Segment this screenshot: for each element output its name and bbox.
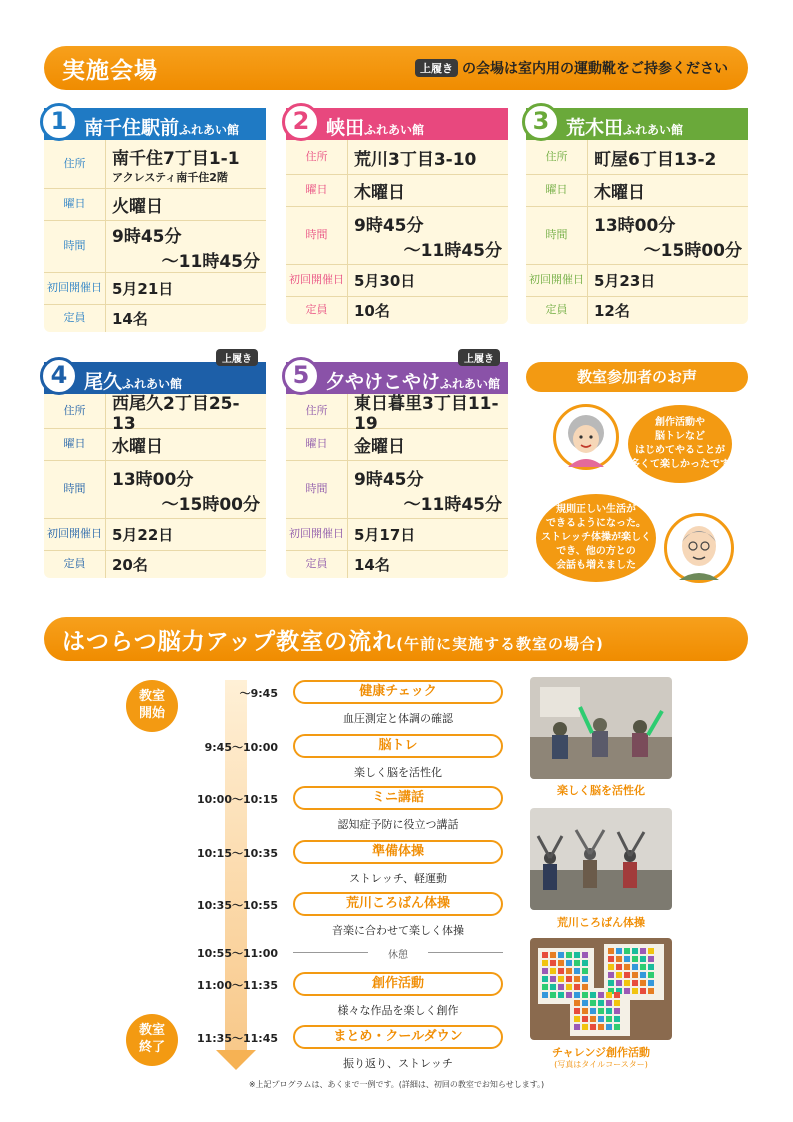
mosaic-tile — [590, 1016, 596, 1022]
venue-address-building: アクレスティ南千住2階 — [112, 170, 228, 184]
step-time: 10:15〜10:35 — [196, 847, 278, 860]
venue-name: 峡田ふれあい館 — [326, 117, 425, 139]
mosaic-tile — [648, 964, 654, 970]
time-label: 時間 — [44, 461, 106, 518]
venue-first-day: 5月22日 — [112, 526, 174, 544]
venue-time-end: 〜15時00分 — [643, 240, 742, 261]
timeline-bar — [225, 680, 247, 1055]
venue-card-3 — [526, 108, 748, 324]
man-face-icon — [664, 513, 734, 583]
mosaic-tile — [624, 948, 630, 954]
venue-first-day: 5月30日 — [354, 272, 416, 290]
venue-address: 東日暮里3丁目11-19 — [354, 393, 499, 434]
address-label: 住所 — [286, 394, 348, 428]
end-badge: 教室 終了 — [126, 1014, 178, 1066]
mosaic-tile — [550, 968, 556, 974]
mosaic-tile — [590, 1008, 596, 1014]
mosaic-tile — [640, 980, 646, 986]
flow-title: はつらつ脳力アップ教室の流れ(午前に実施する教室の場合) — [62, 629, 604, 655]
mosaic-tile — [582, 960, 588, 966]
address-label: 住所 — [44, 140, 106, 188]
venue-info-table — [44, 394, 266, 578]
timeline-arrow-icon — [216, 1050, 256, 1070]
venue-number: 2 — [282, 103, 320, 141]
mosaic-tile — [574, 1024, 580, 1030]
mosaic-tile — [558, 984, 564, 990]
capacity-label: 定員 — [44, 551, 106, 578]
first-day-label: 初回 開催日 — [286, 519, 348, 550]
shoes-tag: 上履き — [415, 59, 458, 77]
mosaic-tile — [542, 968, 548, 974]
venues-banner — [44, 46, 748, 90]
mosaic-tile — [632, 948, 638, 954]
voices-title: 教室参加者のお声 — [526, 362, 748, 392]
day-label: 曜日 — [526, 175, 588, 206]
venue-time-start: 13時00分 — [594, 215, 676, 236]
mosaic-tile — [614, 992, 620, 998]
first-day-label: 初回 開催日 — [44, 519, 106, 550]
venue-day: 木曜日 — [354, 183, 405, 203]
mosaic-tile — [550, 984, 556, 990]
mosaic-tile — [558, 960, 564, 966]
venue-time-end: 〜11時45分 — [403, 240, 502, 261]
mosaic-tile — [624, 964, 630, 970]
mosaic-tile — [582, 968, 588, 974]
venue-capacity: 12名 — [594, 302, 630, 320]
mosaic-tile — [606, 1016, 612, 1022]
mosaic-tile — [574, 960, 580, 966]
first-day-label: 初回 開催日 — [526, 265, 588, 296]
venue-info-table — [286, 140, 508, 324]
mosaic-tile — [640, 956, 646, 962]
mosaic-tile — [566, 952, 572, 958]
mosaic-tile — [624, 988, 630, 994]
mosaic-tile — [574, 1016, 580, 1022]
step-name: 創作活動 — [293, 972, 503, 996]
address-label: 住所 — [44, 394, 106, 428]
time-label: 時間 — [286, 207, 348, 264]
mosaic-tile — [582, 1016, 588, 1022]
step-description: ストレッチ、軽運動 — [348, 872, 448, 885]
mosaic-tile — [542, 984, 548, 990]
mosaic-tile — [582, 1008, 588, 1014]
mosaic-tile — [614, 1016, 620, 1022]
venue-name: 南千住駅前ふれあい館 — [84, 117, 240, 139]
mosaic-tile — [550, 976, 556, 982]
voice-bubble-2: 規則正しい生活が できるようになった。 ストレッチ体操が楽しく でき、他の方との 会話も増えました — [536, 494, 656, 582]
mosaic-tile — [624, 956, 630, 962]
venue-header — [44, 354, 266, 394]
woman-face-icon — [553, 404, 619, 470]
venue-day: 金曜日 — [354, 437, 405, 457]
mosaic-tile — [608, 972, 614, 978]
mosaic-tile — [574, 984, 580, 990]
start-badge: 教室 開始 — [126, 680, 178, 732]
mosaic-tile — [582, 1024, 588, 1030]
mosaic-tile — [566, 960, 572, 966]
step-time: 11:35〜11:45 — [196, 1032, 278, 1045]
time-label: 時間 — [286, 461, 348, 518]
mosaic-tile — [640, 948, 646, 954]
mosaic-tile — [624, 972, 630, 978]
step-time: 9:45〜10:00 — [204, 741, 278, 754]
venue-card-4 — [44, 354, 266, 578]
mosaic-tile — [614, 1008, 620, 1014]
venue-first-day: 5月21日 — [112, 280, 174, 298]
mosaic-tile — [542, 976, 548, 982]
flow-subtitle: (午前に実施する教室の場合) — [396, 635, 604, 653]
step-description: 楽しく脳を活性化 — [354, 766, 442, 779]
mosaic-tile — [574, 976, 580, 982]
venue-address: 西尾久2丁目25-13 — [112, 393, 240, 434]
mosaic-tile — [582, 992, 588, 998]
mosaic-tile — [558, 992, 564, 998]
venue-capacity: 14名 — [354, 556, 390, 574]
venue-first-day: 5月23日 — [594, 272, 656, 290]
mosaic-tile — [598, 1000, 604, 1006]
step-time: 〜9:45 — [239, 687, 278, 700]
step-name: まとめ・クールダウン — [293, 1025, 503, 1049]
venue-capacity: 10名 — [354, 302, 390, 320]
step-time: 11:00〜11:35 — [196, 979, 278, 992]
venue-name: 尾久ふれあい館 — [84, 371, 183, 393]
mosaic-tile — [632, 956, 638, 962]
venue-card-1 — [44, 108, 266, 332]
venue-address: 南千住7丁目1-1 — [112, 148, 240, 169]
step-name: ミニ講話 — [293, 786, 503, 810]
mosaic-tile — [614, 1000, 620, 1006]
venue-name: 夕やけこやけふれあい館 — [326, 371, 501, 393]
venue-card-2 — [286, 108, 508, 324]
venue-address: 町屋6丁目13-2 — [594, 149, 717, 170]
step-name: 準備体操 — [293, 840, 503, 864]
venues-title: 実施会場 — [62, 58, 158, 84]
mosaic-tile — [616, 980, 622, 986]
mosaic-tile — [582, 984, 588, 990]
mosaic-tile — [590, 1024, 596, 1030]
step-name: 脳トレ — [293, 734, 503, 758]
mosaic-tile — [648, 948, 654, 954]
venue-capacity: 20名 — [112, 556, 148, 574]
venue-time-end: 〜15時00分 — [161, 494, 260, 515]
day-label: 曜日 — [44, 429, 106, 460]
mosaic-tile — [616, 948, 622, 954]
address-label: 住所 — [526, 140, 588, 174]
photo1-caption: 楽しく脳を活性化 — [557, 784, 645, 797]
mosaic-tile — [558, 952, 564, 958]
venue-time-start: 13時00分 — [112, 469, 194, 490]
step-description: 様々な作品を楽しく創作 — [337, 1004, 459, 1017]
mosaic-tile — [640, 964, 646, 970]
break-label: 休憩 — [293, 946, 503, 961]
mosaic-tile — [608, 956, 614, 962]
mosaic-tile — [566, 968, 572, 974]
mosaic-tile — [558, 968, 564, 974]
photo3-subcaption: (写真はタイルコースター) — [554, 1060, 648, 1069]
mosaic-tile — [558, 976, 564, 982]
venue-number: 5 — [282, 357, 320, 395]
mosaic-tile — [648, 980, 654, 986]
time-label: 時間 — [44, 221, 106, 272]
venue-header — [286, 354, 508, 394]
photo3-caption: チャレンジ創作活動 — [551, 1046, 651, 1059]
mosaic-tile — [582, 952, 588, 958]
step-time: 10:35〜10:55 — [196, 899, 278, 912]
mosaic-tile — [598, 1008, 604, 1014]
flow-banner — [44, 617, 748, 661]
shoes-note — [415, 58, 728, 78]
venue-info-table — [286, 394, 508, 578]
mosaic-tile — [582, 1000, 588, 1006]
tile-coaster-photo — [530, 938, 672, 1040]
mosaic-tile — [590, 992, 596, 998]
venue-address: 荒川3丁目3-10 — [354, 149, 477, 170]
mosaic-tile — [624, 980, 630, 986]
capacity-label: 定員 — [526, 297, 588, 324]
mosaic-tile — [648, 972, 654, 978]
mosaic-tile — [608, 964, 614, 970]
mosaic-tile — [598, 992, 604, 998]
first-day-label: 初回 開催日 — [286, 265, 348, 296]
mosaic-tile — [648, 988, 654, 994]
mosaic-tile — [640, 972, 646, 978]
mosaic-tile — [542, 960, 548, 966]
day-label: 曜日 — [286, 429, 348, 460]
mosaic-tile — [590, 1000, 596, 1006]
indoor-shoes-tag: 上履き — [458, 349, 500, 366]
mosaic-tile — [566, 992, 572, 998]
venue-header — [526, 108, 748, 140]
address-label: 住所 — [286, 140, 348, 174]
venue-header — [44, 108, 266, 140]
mosaic-tile — [542, 952, 548, 958]
mosaic-tile — [614, 1024, 620, 1030]
footnote: ※上記プログラムは、あくまで一例です。(詳細は、初回の教室でお知らせします。) — [248, 1080, 545, 1089]
mosaic-tile — [566, 976, 572, 982]
venue-name: 荒木田ふれあい館 — [566, 117, 684, 139]
shoes-note-text: の会場は室内用の運動靴をご持参ください — [462, 61, 728, 77]
mosaic-tile — [632, 980, 638, 986]
mosaic-tile — [598, 1016, 604, 1022]
voice-bubble-1: 創作活動や 脳トレなど はじめてやることが 多くて楽しかったです — [628, 405, 732, 483]
mosaic-tile — [598, 1024, 604, 1030]
venue-card-5 — [286, 354, 508, 578]
venue-number: 4 — [40, 357, 78, 395]
venue-info-table — [44, 140, 266, 332]
step-description: 振り返り、ストレッチ — [343, 1057, 453, 1070]
venue-time-start: 9時45分 — [354, 469, 424, 490]
mosaic-tile — [640, 988, 646, 994]
venue-time-end: 〜11時45分 — [161, 251, 260, 272]
step-description: 認知症予防に役立つ講話 — [337, 818, 459, 831]
step-time: 10:00〜10:15 — [196, 793, 278, 806]
mosaic-tile — [632, 964, 638, 970]
day-label: 曜日 — [44, 189, 106, 220]
step-description: 血圧測定と体調の確認 — [343, 712, 453, 725]
mosaic-tile — [632, 988, 638, 994]
mosaic-tile — [582, 976, 588, 982]
mosaic-tile — [550, 960, 556, 966]
capacity-label: 定員 — [286, 551, 348, 578]
venue-info-table — [526, 140, 748, 324]
mosaic-tile — [608, 980, 614, 986]
break-time: 10:55〜11:00 — [196, 947, 278, 960]
capacity-label: 定員 — [44, 305, 106, 332]
mosaic-tile — [606, 1024, 612, 1030]
mosaic-tile — [574, 1000, 580, 1006]
mosaic-tile — [574, 968, 580, 974]
mosaic-tile — [616, 964, 622, 970]
mosaic-tile — [648, 956, 654, 962]
mosaic-tile — [608, 948, 614, 954]
indoor-shoes-tag: 上履き — [216, 349, 258, 366]
mosaic-tile — [606, 992, 612, 998]
mosaic-tile — [574, 952, 580, 958]
mosaic-tile — [606, 1000, 612, 1006]
venue-number: 1 — [40, 103, 78, 141]
venue-capacity: 14名 — [112, 310, 148, 328]
day-label: 曜日 — [286, 175, 348, 206]
venue-day: 木曜日 — [594, 183, 645, 203]
venue-day: 水曜日 — [112, 437, 163, 457]
photo2-caption: 荒川ころばん体操 — [557, 916, 645, 929]
step-name: 健康チェック — [293, 680, 503, 704]
venue-header — [286, 108, 508, 140]
mosaic-tile — [574, 992, 580, 998]
mosaic-tile — [574, 1008, 580, 1014]
mosaic-tile — [616, 956, 622, 962]
mosaic-tile — [632, 972, 638, 978]
time-label: 時間 — [526, 207, 588, 264]
venue-first-day: 5月17日 — [354, 526, 416, 544]
venue-time-start: 9時45分 — [112, 226, 182, 247]
venue-time-start: 9時45分 — [354, 215, 424, 236]
venue-day: 火曜日 — [112, 197, 163, 217]
mosaic-tile — [566, 984, 572, 990]
mosaic-tile — [542, 992, 548, 998]
mosaic-tile — [550, 992, 556, 998]
step-name: 荒川ころばん体操 — [293, 892, 503, 916]
first-day-label: 初回 開催日 — [44, 273, 106, 304]
step-description: 音楽に合わせて楽しく体操 — [332, 924, 464, 937]
brain-training-photo — [530, 677, 672, 779]
venue-number: 3 — [522, 103, 560, 141]
venue-time-end: 〜11時45分 — [403, 494, 502, 515]
korobann-exercise-photo — [530, 808, 672, 910]
mosaic-tile — [550, 952, 556, 958]
mosaic-tile — [616, 972, 622, 978]
capacity-label: 定員 — [286, 297, 348, 324]
mosaic-tile — [606, 1008, 612, 1014]
